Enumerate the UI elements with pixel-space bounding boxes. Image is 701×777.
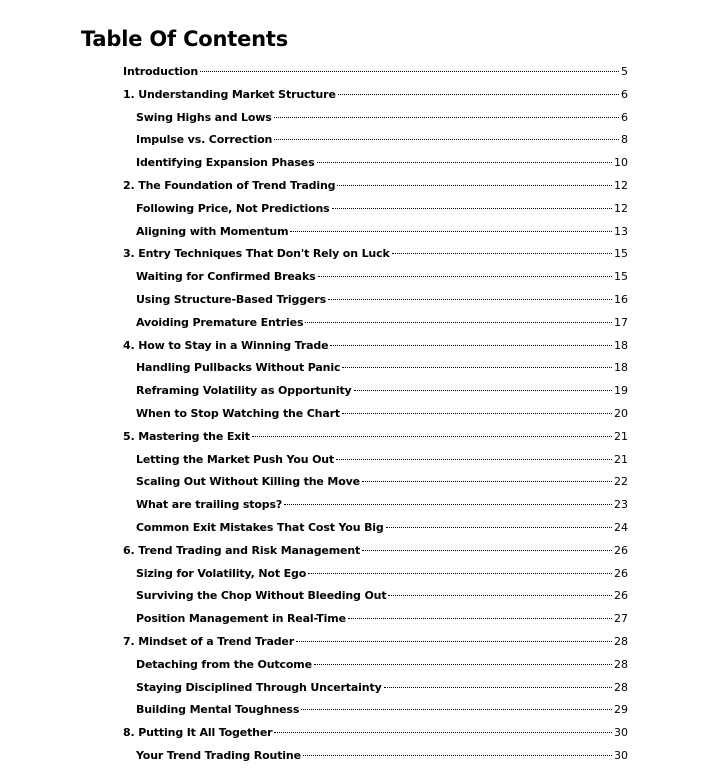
toc-entry-label: Using Structure-Based Triggers	[136, 292, 326, 306]
toc-subsection-entry[interactable]	[123, 107, 628, 130]
toc-page-number: 20	[614, 406, 628, 420]
toc-entry-label: 7. Mindset of a Trend Trader	[123, 634, 295, 648]
toc-subsection-entry[interactable]	[123, 677, 628, 700]
toc-entry-label: Swing Highs and Lows	[136, 110, 272, 124]
toc-dot-leader	[342, 367, 612, 368]
toc-subsection-entry[interactable]	[123, 357, 628, 380]
toc-subsection-entry[interactable]	[123, 289, 628, 312]
toc-entry-label: 4. How to Stay in a Winning Trade	[123, 338, 329, 352]
toc-entry-label: Common Exit Mistakes That Cost You Big	[136, 520, 384, 534]
toc-entry-label: Sizing for Volatility, Not Ego	[136, 566, 307, 580]
toc-dot-leader	[354, 390, 612, 391]
toc-dot-leader	[303, 755, 612, 756]
toc-dot-leader	[386, 527, 612, 528]
toc-dot-leader	[296, 641, 612, 642]
toc-entry-label: 1. Understanding Market Structure	[123, 87, 336, 101]
toc-page-number: 22	[614, 475, 628, 489]
toc-dot-leader	[328, 299, 612, 300]
toc-page-number: 26	[614, 566, 628, 580]
toc-page-number: 28	[614, 634, 628, 648]
toc-dot-leader	[330, 345, 612, 346]
toc-subsection-entry[interactable]	[123, 494, 628, 517]
toc-entry-label: Following Price, Not Predictions	[136, 201, 330, 215]
toc-subsection-entry[interactable]	[123, 152, 628, 175]
toc-page-number: 26	[614, 543, 628, 557]
toc-subsection-entry[interactable]	[123, 403, 628, 426]
toc-entry-label: Position Management in Real-Time	[136, 612, 346, 626]
toc-section-entry[interactable]	[123, 61, 628, 84]
toc-page-number: 15	[614, 247, 628, 261]
toc-subsection-entry[interactable]	[123, 449, 628, 472]
toc-dot-leader	[337, 185, 612, 186]
toc-entry-label: Avoiding Premature Entries	[136, 315, 304, 329]
toc-entry-label: Handling Pullbacks Without Panic	[136, 361, 341, 375]
toc-page-number: 16	[614, 292, 628, 306]
toc-page-number: 23	[614, 498, 628, 512]
toc-section-entry[interactable]	[123, 335, 628, 358]
toc-dot-leader	[252, 436, 612, 437]
toc-entry-label: Waiting for Confirmed Breaks	[136, 270, 316, 284]
toc-section-entry[interactable]	[123, 243, 628, 266]
toc-page-number: 28	[614, 680, 628, 694]
toc-entry-label: Building Mental Toughness	[136, 703, 300, 717]
toc-subsection-entry[interactable]	[123, 129, 628, 152]
toc-subsection-entry[interactable]	[123, 380, 628, 403]
toc-entry-label: Staying Disciplined Through Uncertainty	[136, 680, 382, 694]
toc-entry-label: When to Stop Watching the Chart	[136, 406, 340, 420]
toc-section-entry[interactable]	[123, 540, 628, 563]
toc-dot-leader	[284, 504, 612, 505]
toc-dot-leader	[318, 276, 612, 277]
toc-page-number: 12	[614, 178, 628, 192]
toc-dot-leader	[274, 732, 612, 733]
toc-subsection-entry[interactable]	[123, 471, 628, 494]
toc-page-number: 30	[614, 726, 628, 740]
toc-title: Table Of Contents	[81, 27, 289, 51]
toc-entry-label: Impulse vs. Correction	[136, 133, 273, 147]
toc-dot-leader	[392, 253, 612, 254]
toc-dot-leader	[301, 709, 612, 710]
toc-dot-leader	[338, 94, 619, 95]
toc-dot-leader	[305, 322, 612, 323]
toc-page-number: 18	[614, 361, 628, 375]
toc-dot-leader	[317, 162, 613, 163]
toc-subsection-entry[interactable]	[123, 563, 628, 586]
toc-page-number: 28	[614, 657, 628, 671]
toc-dot-leader	[290, 231, 612, 232]
toc-entry-label: 3. Entry Techniques That Don't Rely on Luck	[123, 247, 390, 261]
toc-entry-label: Surviving the Chop Without Bleeding Out	[136, 589, 387, 603]
toc-page-number: 17	[614, 315, 628, 329]
toc-page-number: 21	[614, 429, 628, 443]
toc-dot-leader	[388, 595, 612, 596]
toc-page-number: 15	[614, 270, 628, 284]
toc-dot-leader	[336, 459, 612, 460]
toc-subsection-entry[interactable]	[123, 585, 628, 608]
toc-page-number: 8	[621, 133, 628, 147]
toc-section-entry[interactable]	[123, 722, 628, 745]
toc-entry-label: 2. The Foundation of Trend Trading	[123, 178, 336, 192]
toc-section-entry[interactable]	[123, 426, 628, 449]
toc-list	[123, 61, 628, 768]
toc-page-number: 13	[614, 224, 628, 238]
toc-page-number: 21	[614, 452, 628, 466]
toc-entry-label: Detaching from the Outcome	[136, 657, 312, 671]
toc-dot-leader	[274, 117, 619, 118]
toc-subsection-entry[interactable]	[123, 745, 628, 768]
toc-page-number: 27	[614, 612, 628, 626]
toc-page-number: 30	[614, 748, 628, 762]
toc-subsection-entry[interactable]	[123, 266, 628, 289]
toc-subsection-entry[interactable]	[123, 221, 628, 244]
toc-page-number: 6	[621, 110, 628, 124]
toc-entry-label: Letting the Market Push You Out	[136, 452, 335, 466]
toc-dot-leader	[332, 208, 612, 209]
toc-section-entry[interactable]	[123, 175, 628, 198]
toc-subsection-entry[interactable]	[123, 198, 628, 221]
toc-dot-leader	[308, 573, 612, 574]
toc-subsection-entry[interactable]	[123, 699, 628, 722]
toc-dot-leader	[342, 413, 612, 414]
toc-entry-label: 5. Mastering the Exit	[123, 429, 250, 443]
toc-dot-leader	[274, 139, 619, 140]
toc-dot-leader	[348, 618, 612, 619]
toc-page-number: 26	[614, 589, 628, 603]
toc-dot-leader	[200, 71, 619, 72]
toc-subsection-entry[interactable]	[123, 517, 628, 540]
toc-page-number: 29	[614, 703, 628, 717]
toc-dot-leader	[384, 687, 612, 688]
toc-entry-label: Introduction	[123, 65, 199, 78]
toc-page-number: 24	[614, 520, 628, 534]
toc-page-number: 10	[614, 156, 628, 170]
toc-subsection-entry[interactable]	[123, 654, 628, 677]
toc-entry-label: Scaling Out Without Killing the Move	[136, 475, 360, 489]
toc-section-entry[interactable]	[123, 84, 628, 107]
toc-subsection-entry[interactable]	[123, 312, 628, 335]
toc-dot-leader	[362, 550, 612, 551]
toc-entry-label: Reframing Volatility as Opportunity	[136, 384, 352, 398]
toc-entry-label: Your Trend Trading Routine	[136, 748, 301, 762]
toc-dot-leader	[314, 664, 612, 665]
toc-entry-label: 6. Trend Trading and Risk Management	[123, 543, 361, 557]
toc-page-number: 19	[614, 384, 628, 398]
toc-dot-leader	[362, 481, 612, 482]
toc-entry-label: Aligning with Momentum	[136, 224, 289, 238]
toc-page-number: 6	[621, 87, 628, 101]
toc-page-number: 12	[614, 201, 628, 215]
toc-page-number: 18	[614, 338, 628, 352]
toc-entry-label: What are trailing stops?	[136, 498, 283, 512]
toc-page-number: 5	[621, 65, 628, 78]
toc-entry-label: 8. Putting It All Together	[123, 726, 273, 740]
toc-subsection-entry[interactable]	[123, 608, 628, 631]
toc-entry-label: Identifying Expansion Phases	[136, 156, 315, 170]
toc-section-entry[interactable]	[123, 631, 628, 654]
